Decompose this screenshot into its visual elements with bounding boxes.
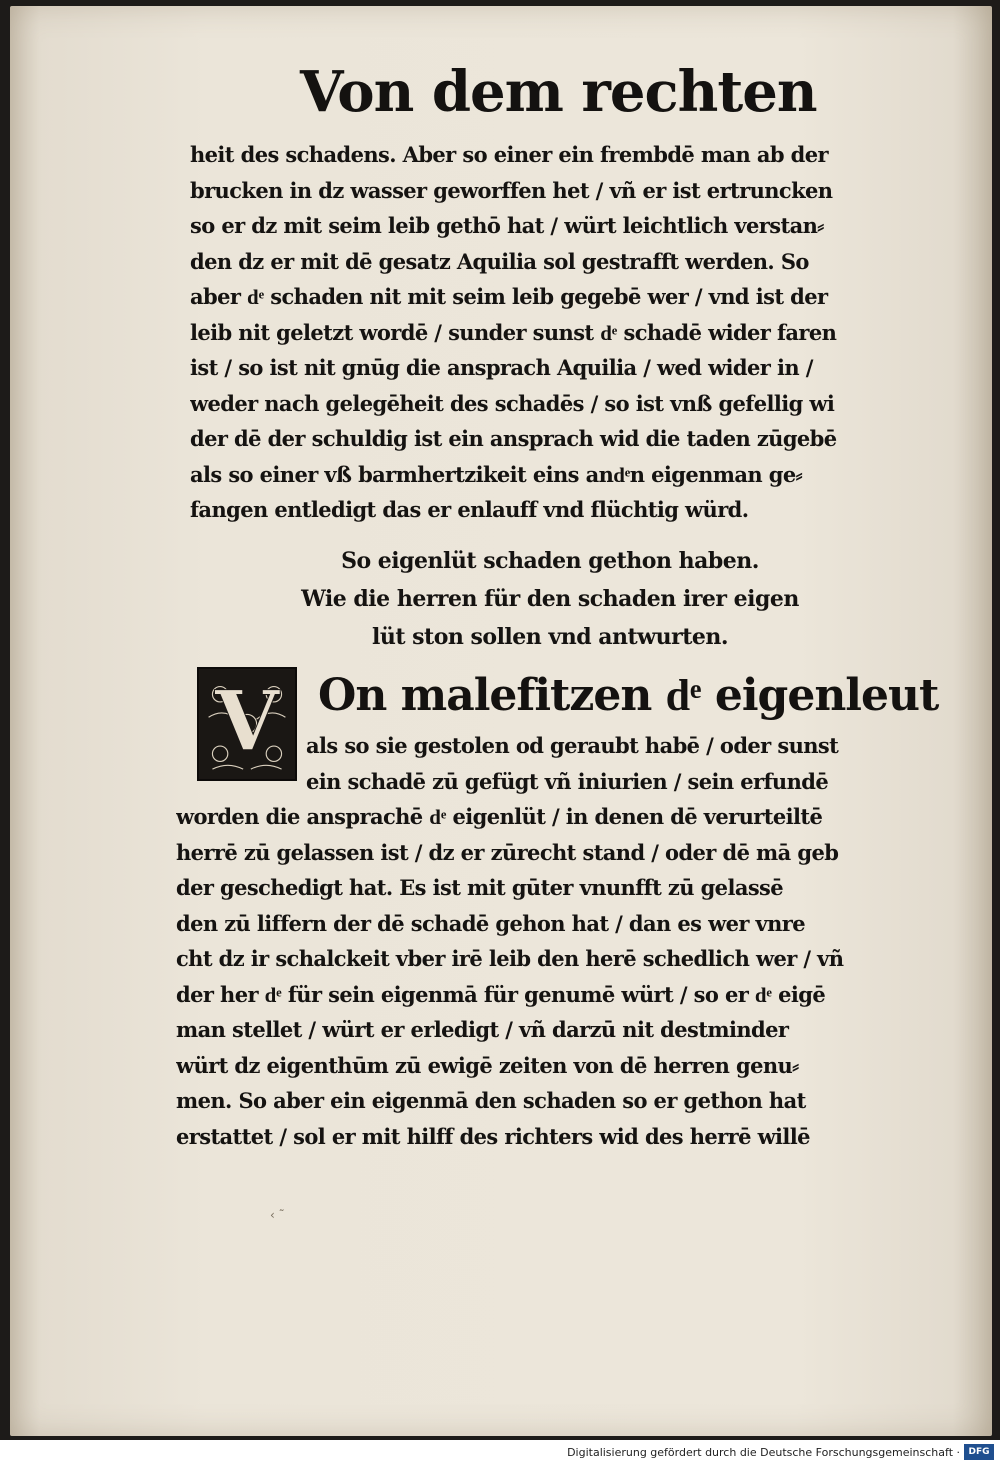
text-line: fangen entledigt das er enlauff vnd flüchtig würd. — [190, 497, 749, 522]
text-line: worden die ansprachē dͤ eigenlüt / in denen dē verurteiltē — [176, 804, 823, 829]
initial-ornament-icon — [199, 669, 295, 779]
text-line: aber dͤ schaden nit mit seim leib gegebē wer / vnd ist der — [190, 284, 828, 309]
text-line: man stellet / würt er erledigt / vñ darzū nit destminder — [176, 1017, 789, 1042]
text-line: den zū liffern der dē schadē gehon hat / dan es wer vnre — [176, 910, 806, 936]
heading-line: So eigenlüt schaden gethon haben. — [341, 548, 759, 574]
text-line: men. So aber ein eigenmā den schaden so er gethon hat — [176, 1088, 806, 1113]
text-line: weder nach gelegēheit des schadēs / so ist vnß gefellig wi — [190, 390, 835, 416]
stray-marks: ‹ ˜ — [270, 1208, 285, 1222]
text-line: erstattet / sol er mit hilff des richters wid des herrē willē — [176, 1123, 810, 1149]
dfg-logo: DFG — [964, 1444, 994, 1460]
text-line: leib nit geletzt wordē / sunder sunst dͤ schadē wider faren — [190, 319, 837, 345]
heading-line: lüt ston sollen vnd antwurten. — [371, 624, 729, 650]
paragraph-2-indented — [306, 728, 916, 799]
funding-credit: Digitalisierung gefördert durch die Deutsche Forschungsgemeinschaft · — [567, 1446, 960, 1459]
paragraph-2 — [176, 799, 916, 1154]
text-line: cht dz ir schalckeit vber irē leib den herē schedlich wer / vñ — [176, 946, 844, 971]
text-line: ein schadē zū gefügt vñ iniurien / sein erfundē — [306, 768, 829, 794]
paragraph-1 — [190, 137, 930, 528]
text-line: herrē zū gelassen ist / dz er zūrecht stand / oder dē mā geb — [176, 839, 839, 865]
text-line: als so einer vß barmhertzikeit eins andͤn eigenman ge⸗ — [190, 461, 803, 487]
heading-line: Wie die herren für den schaden irer eigen — [301, 586, 799, 612]
text-line: brucken in dz wasser geworffen het / vñ er ist ertruncken — [190, 177, 833, 203]
text-line: würt dz eigenthūm zū ewigē zeiten von dē herren genu⸗ — [176, 1052, 799, 1078]
text-line: so er dz mit seim leib gethō hat / würt leichtlich verstan⸗ — [190, 213, 824, 238]
text-line: der her dͤ für sein eigenmā für genumē würt / so er dͤ eigē — [176, 981, 826, 1007]
lead-line: On malefitzen dͤ eigenleut — [318, 670, 939, 721]
footer-bar — [0, 1440, 1000, 1466]
running-header: Von dem rechten — [300, 59, 817, 125]
initial-letter: V — [214, 672, 280, 770]
text-line: heit des schadens. Aber so einer ein frembdē man ab der — [190, 142, 828, 167]
decorated-initial — [197, 667, 297, 781]
text-line: der geschedigt hat. Es ist mit gūter vnunfft zū gelassē — [176, 875, 784, 900]
text-line: den dz er mit dē gesatz Aquilia sol gestrafft werden. So — [190, 248, 809, 274]
section-heading — [190, 542, 910, 656]
text-line: als so sie gestolen od geraubt habē / oder sunst — [306, 733, 839, 758]
text-line: ist / so ist nit gnūg die ansprach Aquilia / wed wider in / — [190, 355, 813, 380]
text-line: der dē der schuldig ist ein ansprach wid die taden zūgebē — [190, 426, 837, 451]
